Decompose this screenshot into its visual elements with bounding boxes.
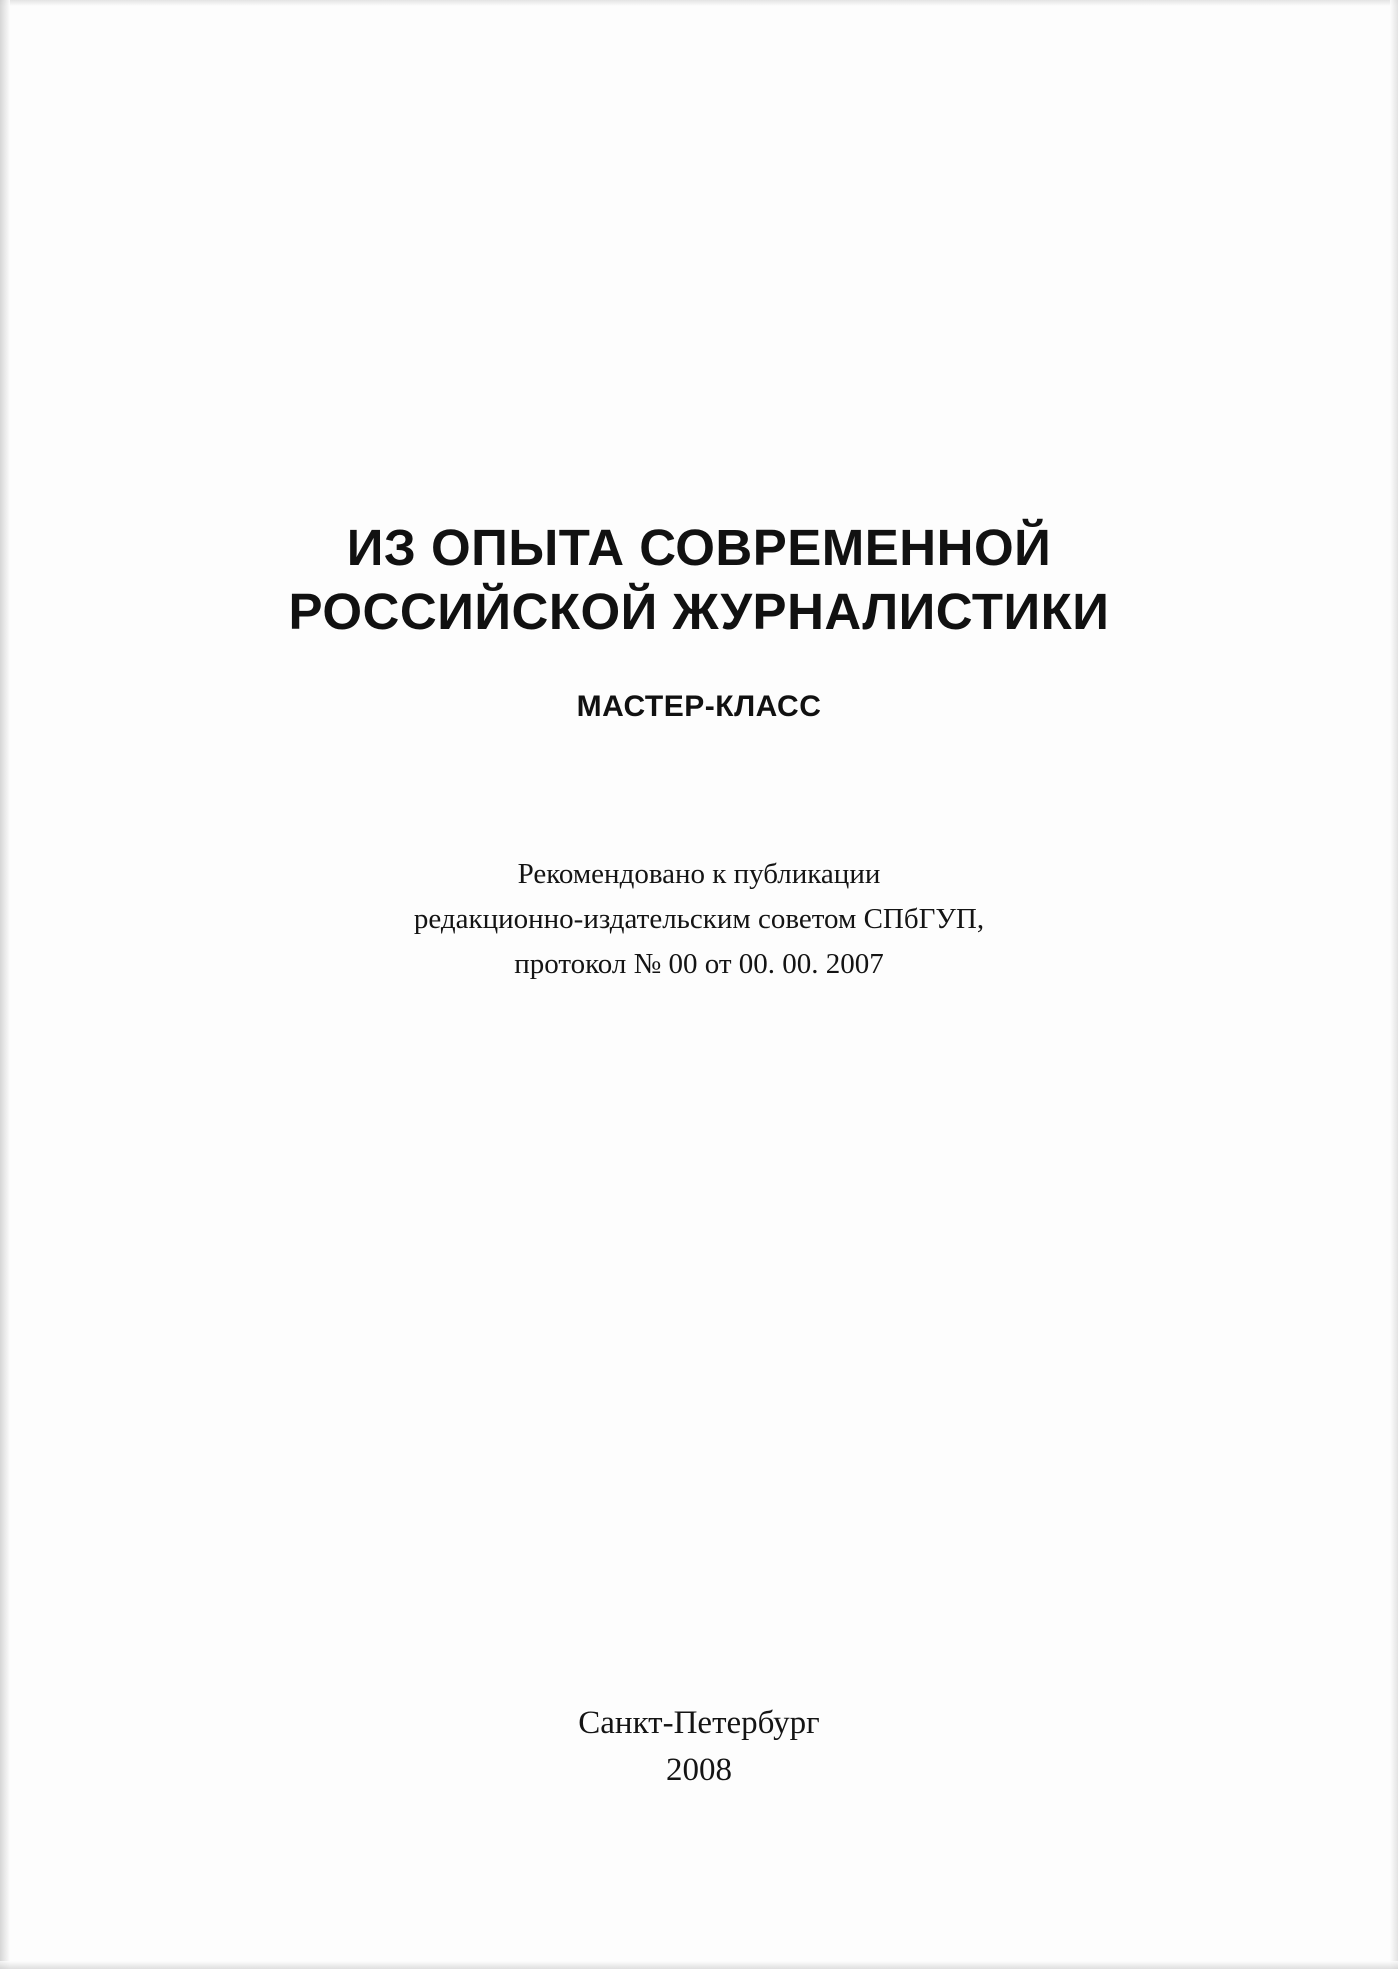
page-title: [110, 516, 1288, 644]
imprint-block: [110, 1700, 1288, 1794]
recommendation-line-3: протокол № 00 от 00. 00. 2007: [514, 948, 884, 980]
imprint-year: 2008: [666, 1752, 732, 1788]
title-line-2: РОССИЙСКОЙ ЖУРНАЛИСТИКИ: [288, 583, 1110, 640]
page-edge-left: [0, 0, 10, 1969]
page-content: [110, 0, 1288, 1969]
imprint-city: Санкт-Петербург: [578, 1705, 820, 1741]
recommendation-line-1: Рекомендовано к публикации: [517, 858, 881, 890]
page-subtitle: МАСТЕР-КЛАСС: [576, 690, 822, 723]
publication-recommendation: [110, 852, 1288, 987]
title-line-1: ИЗ ОПЫТА СОВРЕМЕННОЙ: [346, 519, 1052, 576]
recommendation-line-2: редакционно-издательским советом СПбГУП,: [413, 903, 985, 935]
page-edge-right: [1390, 0, 1398, 1969]
